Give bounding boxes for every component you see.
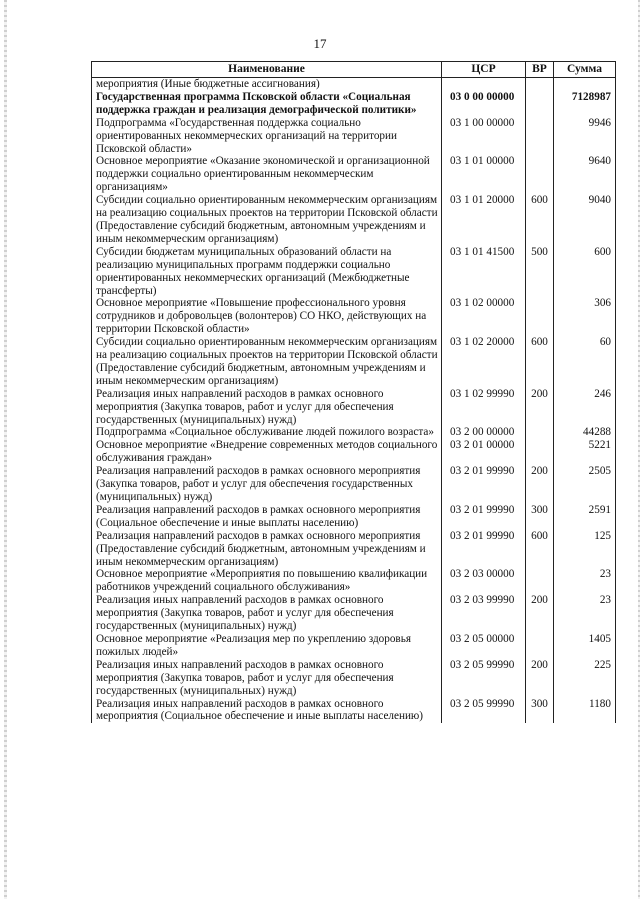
row-csr: 03 2 01 99990: [442, 504, 526, 530]
row-sum: 1180: [554, 698, 616, 724]
row-csr: 03 2 03 99990: [442, 594, 526, 633]
row-name: Субсидии социально ориентированным некоммерческим организациям на реализацию социальных проектов на территории Псковской области (Предоставление субсидий бюджетным, автономным учреждениям и иным некоммерческим организациям): [92, 336, 442, 388]
row-name: Подпрограмма «Социальное обслуживание людей пожилого возраста»: [92, 426, 442, 439]
header-name: Наименование: [92, 62, 442, 78]
table-row: [92, 117, 616, 156]
row-vr: 300: [526, 698, 554, 724]
row-sum: 5221: [554, 439, 616, 465]
row-csr: 03 2 01 99990: [442, 465, 526, 504]
row-sum: 225: [554, 659, 616, 698]
row-name: мероприятия (Иные бюджетные ассигнования): [92, 78, 442, 91]
row-vr: [526, 117, 554, 156]
row-csr: 03 1 02 99990: [442, 388, 526, 427]
row-sum: 7128987: [554, 91, 616, 117]
row-csr: 03 2 05 99990: [442, 659, 526, 698]
row-name: Основное мероприятие «Внедрение современных методов социального обслуживания граждан»: [92, 439, 442, 465]
page-number: 17: [313, 36, 327, 51]
table-row: [92, 568, 616, 594]
table-row: [92, 297, 616, 336]
row-vr: [526, 439, 554, 465]
row-csr: 03 1 02 00000: [442, 297, 526, 336]
row-sum: 60: [554, 336, 616, 388]
table-body: [92, 78, 616, 724]
row-sum: 23: [554, 594, 616, 633]
row-vr: [526, 633, 554, 659]
row-vr: 200: [526, 659, 554, 698]
table-row: [92, 633, 616, 659]
row-sum: 9946: [554, 117, 616, 156]
header-vr: ВР: [526, 62, 554, 78]
table-row: [92, 659, 616, 698]
row-sum: 9640: [554, 155, 616, 194]
table-row-program: [92, 91, 616, 117]
row-csr: 03 1 00 00000: [442, 117, 526, 156]
row-vr: 200: [526, 388, 554, 427]
row-csr: 03 2 01 00000: [442, 439, 526, 465]
row-name: Субсидии бюджетам муниципальных образований области на реализацию муниципальных программ поддержки социально ориентированных некоммерческих организаций (Межбюджетные трансферты): [92, 246, 442, 298]
row-sum: [554, 78, 616, 91]
row-name: Основное мероприятие «Мероприятия по повышению квалификации работников учреждений социального обслуживания»: [92, 568, 442, 594]
row-name: Реализация иных направлений расходов в рамках основного мероприятия (Закупка товаров, работ и услуг для обеспечения государственных (муниципальных) нужд): [92, 388, 442, 427]
table-row: [92, 155, 616, 194]
row-csr: 03 2 05 99990: [442, 698, 526, 724]
row-vr: [526, 297, 554, 336]
budget-table: [91, 61, 616, 723]
row-vr: 200: [526, 594, 554, 633]
row-csr: 03 1 02 20000: [442, 336, 526, 388]
row-csr: 03 2 03 00000: [442, 568, 526, 594]
header-sum: Сумма: [554, 62, 616, 78]
table-row: [92, 78, 616, 91]
row-vr: 500: [526, 246, 554, 298]
table-row: [92, 439, 616, 465]
row-name: Реализация направлений расходов в рамках основного мероприятия (Социальное обеспечение и иные выплаты населению): [92, 504, 442, 530]
row-sum: 44288: [554, 426, 616, 439]
row-name: Основное мероприятие «Повышение профессионального уровня сотрудников и добровольцев (волонтеров) СО НКО, действующих на территории Псковской области»: [92, 297, 442, 336]
row-sum: 600: [554, 246, 616, 298]
row-vr: [526, 91, 554, 117]
row-sum: 9040: [554, 194, 616, 246]
table-row: [92, 194, 616, 246]
row-csr: 03 0 00 00000: [442, 91, 526, 117]
row-vr: 300: [526, 504, 554, 530]
row-vr: [526, 568, 554, 594]
row-vr: 200: [526, 465, 554, 504]
row-name: Субсидии социально ориентированным некоммерческим организациям на реализацию социальных проектов на территории Псковской области (Предоставление субсидий бюджетным, автономным учреждениям и иным некоммерческим организациям): [92, 194, 442, 246]
row-vr: [526, 426, 554, 439]
row-name: Реализация иных направлений расходов в рамках основного мероприятия (Социальное обеспечение и иные выплаты населению): [92, 698, 442, 724]
row-name: Реализация иных направлений расходов в рамках основного мероприятия (Закупка товаров, работ и услуг для обеспечения государственных (муниципальных) нужд): [92, 659, 442, 698]
table-row: [92, 426, 616, 439]
row-sum: 246: [554, 388, 616, 427]
row-vr: 600: [526, 530, 554, 569]
table-row: [92, 698, 616, 724]
row-name: Государственная программа Псковской области «Социальная поддержка граждан и реализация демографической политики»: [92, 91, 442, 117]
row-vr: [526, 155, 554, 194]
table-row: [92, 530, 616, 569]
scan-edge-left: [4, 0, 7, 899]
row-sum: 2505: [554, 465, 616, 504]
table-row: [92, 465, 616, 504]
row-vr: 600: [526, 194, 554, 246]
table-row: [92, 594, 616, 633]
row-name: Подпрограмма «Государственная поддержка социально ориентированных некоммерческих организаций на территории Псковской области»: [92, 117, 442, 156]
row-sum: 306: [554, 297, 616, 336]
row-csr: 03 1 01 20000: [442, 194, 526, 246]
table-row: [92, 336, 616, 388]
row-name: Реализация направлений расходов в рамках основного мероприятия (Закупка товаров, работ и услуг для обеспечения государственных (муниципальных) нужд): [92, 465, 442, 504]
table-header: [92, 62, 616, 78]
row-csr: 03 1 01 41500: [442, 246, 526, 298]
row-vr: [526, 78, 554, 91]
row-sum: 125: [554, 530, 616, 569]
table-row: [92, 246, 616, 298]
table-row: [92, 388, 616, 427]
row-name: Основное мероприятие «Реализация мер по укреплению здоровья пожилых людей»: [92, 633, 442, 659]
row-csr: 03 2 01 99990: [442, 530, 526, 569]
row-name: Реализация направлений расходов в рамках основного мероприятия (Предоставление субсидий бюджетным, автономным учреждениям и иным некоммерческим организациям): [92, 530, 442, 569]
header-csr: ЦСР: [442, 62, 526, 78]
row-csr: [442, 78, 526, 91]
row-csr: 03 2 05 00000: [442, 633, 526, 659]
row-sum: 23: [554, 568, 616, 594]
row-sum: 2591: [554, 504, 616, 530]
row-csr: 03 1 01 00000: [442, 155, 526, 194]
row-name: Реализация иных направлений расходов в рамках основного мероприятия (Закупка товаров, работ и услуг для обеспечения государственных (муниципальных) нужд): [92, 594, 442, 633]
row-name: Основное мероприятие «Оказание экономической и организационной поддержки социально ориентированным некоммерческим организациям»: [92, 155, 442, 194]
row-vr: 600: [526, 336, 554, 388]
row-sum: 1405: [554, 633, 616, 659]
row-csr: 03 2 00 00000: [442, 426, 526, 439]
table-row: [92, 504, 616, 530]
